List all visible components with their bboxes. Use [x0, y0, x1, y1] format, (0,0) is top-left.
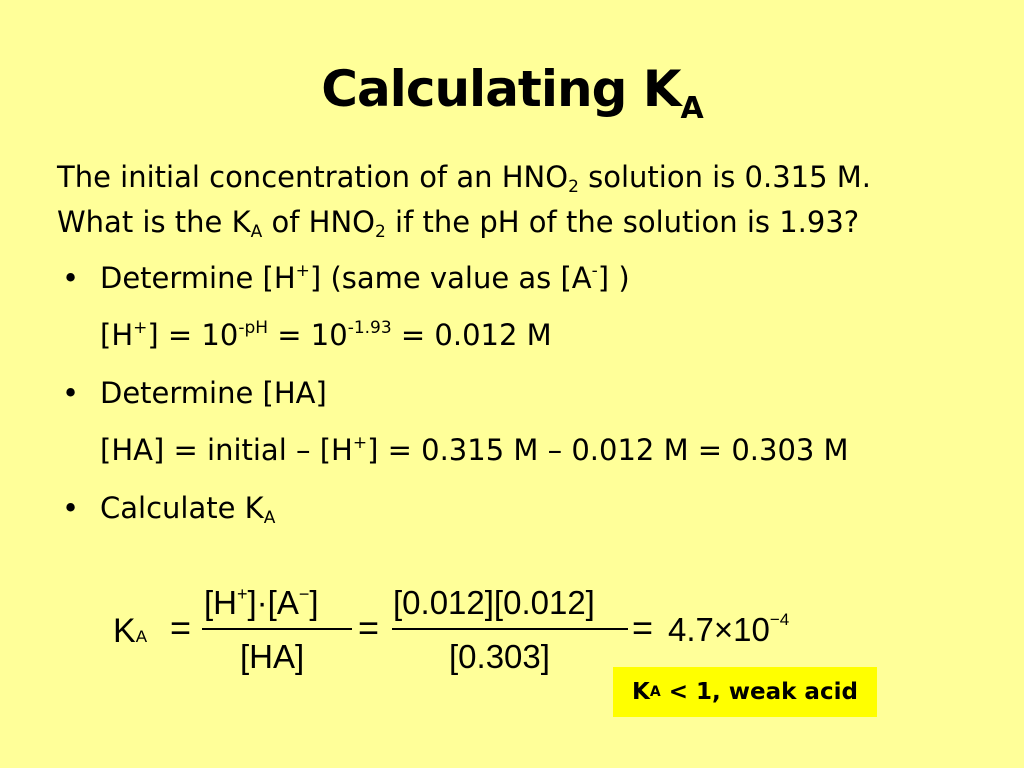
- question-text-part: of HNO: [262, 205, 375, 239]
- superscript: -: [591, 261, 598, 281]
- question-text-part: solution is 0.315 M.: [578, 160, 872, 194]
- superscript: −: [298, 584, 310, 604]
- callout-text-part: < 1, weak acid: [660, 679, 858, 705]
- equation-lhs: [113, 614, 147, 648]
- question-text-part: The initial concentration of an HNO: [57, 160, 569, 194]
- callout-text-part: K: [632, 679, 650, 705]
- superscript: +: [352, 433, 368, 453]
- title-text: Calculating K: [321, 60, 681, 118]
- step-text-part: = 10: [268, 318, 348, 352]
- bullet-icon: •: [62, 491, 80, 525]
- step-text-part: [HA] = initial – [H: [100, 433, 353, 467]
- superscript: -1.93: [347, 318, 392, 338]
- step-text-part: ] ): [597, 261, 630, 295]
- step-text-part: [H: [100, 318, 134, 352]
- subscript: A: [135, 627, 148, 646]
- bullet-icon: •: [62, 261, 80, 295]
- step-text-part: ] = 10: [147, 318, 239, 352]
- superscript: -pH: [238, 318, 269, 338]
- fraction-bar: [202, 628, 352, 630]
- superscript: +: [237, 584, 248, 604]
- question-text-part: if the pH of the solution is 1.93?: [385, 205, 860, 239]
- weak-acid-callout: K A < 1, weak acid: [613, 667, 877, 717]
- question-text-part: What is the K: [57, 205, 251, 239]
- equation-lhs-symbol: K: [113, 612, 136, 650]
- superscript: −4: [769, 610, 790, 629]
- step-text-part: ] (same value as [A: [309, 261, 592, 295]
- subscript: 2: [375, 222, 386, 242]
- equation-result: [668, 610, 790, 648]
- superscript: +: [295, 261, 310, 281]
- fraction-bar: [392, 628, 628, 630]
- numerator-part: [H: [204, 584, 237, 621]
- step-text-part: Calculate K: [100, 491, 264, 525]
- equals-sign: =: [632, 607, 654, 648]
- equals-sign: =: [170, 607, 192, 648]
- numerator-part: ]·[A: [247, 584, 299, 621]
- fraction-1-numerator: [204, 586, 319, 619]
- fraction-1-denominator: [HA]: [240, 638, 305, 675]
- fraction-2-numerator: [0.012][0.012]: [393, 584, 595, 621]
- equals-sign: =: [358, 607, 380, 648]
- subscript: A: [263, 508, 276, 528]
- subscript: 2: [568, 177, 579, 197]
- numerator-part: ]: [309, 584, 319, 621]
- bullet-icon: •: [62, 376, 80, 410]
- subscript: A: [250, 222, 263, 242]
- result-part: 4.7×10: [668, 611, 770, 648]
- fraction-2-denominator: [0.303]: [449, 638, 550, 675]
- step-text-part: = 0.012 M: [391, 318, 552, 352]
- step-text-part: Determine [HA]: [100, 376, 327, 410]
- superscript: +: [133, 318, 148, 338]
- step-text-part: Determine [H: [100, 261, 296, 295]
- title-subscript: A: [680, 91, 703, 126]
- step-text-part: ] = 0.315 M – 0.012 M = 0.303 M: [367, 433, 849, 467]
